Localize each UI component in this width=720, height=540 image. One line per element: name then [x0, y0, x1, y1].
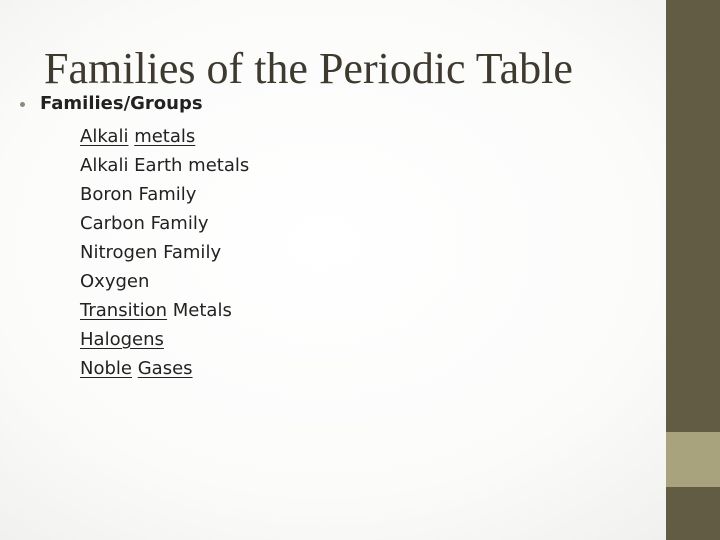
family-item: [80, 238, 249, 267]
family-link-text[interactable]: metals: [134, 126, 196, 147]
family-item: [80, 325, 249, 354]
family-text: Boron Family: [80, 184, 197, 205]
family-item: [80, 209, 249, 238]
family-text: Carbon Family: [80, 213, 209, 234]
bullet-item: [20, 93, 203, 115]
family-list: [80, 122, 249, 383]
family-text: Nitrogen Family: [80, 242, 222, 263]
family-link-text[interactable]: Gases: [137, 358, 193, 379]
side-accent-block: [666, 432, 720, 487]
slide-title: Families of the Periodic Table: [44, 44, 573, 93]
family-text: Alkali Earth metals: [80, 155, 250, 176]
family-item: [80, 151, 249, 180]
bullet-text: Families/Groups: [40, 93, 203, 114]
family-link-text[interactable]: Noble: [80, 358, 132, 379]
family-item: [80, 354, 249, 383]
family-item: [80, 267, 249, 296]
family-item: [80, 180, 249, 209]
family-link-text[interactable]: Transition: [80, 300, 168, 321]
family-item: [80, 122, 249, 151]
family-link-text[interactable]: Alkali: [80, 126, 129, 147]
family-text: Oxygen: [80, 271, 150, 292]
bullet-icon: [20, 102, 25, 107]
family-item: [80, 296, 249, 325]
family-text: Metals: [167, 300, 232, 321]
family-link-text[interactable]: Halogens: [80, 329, 164, 350]
